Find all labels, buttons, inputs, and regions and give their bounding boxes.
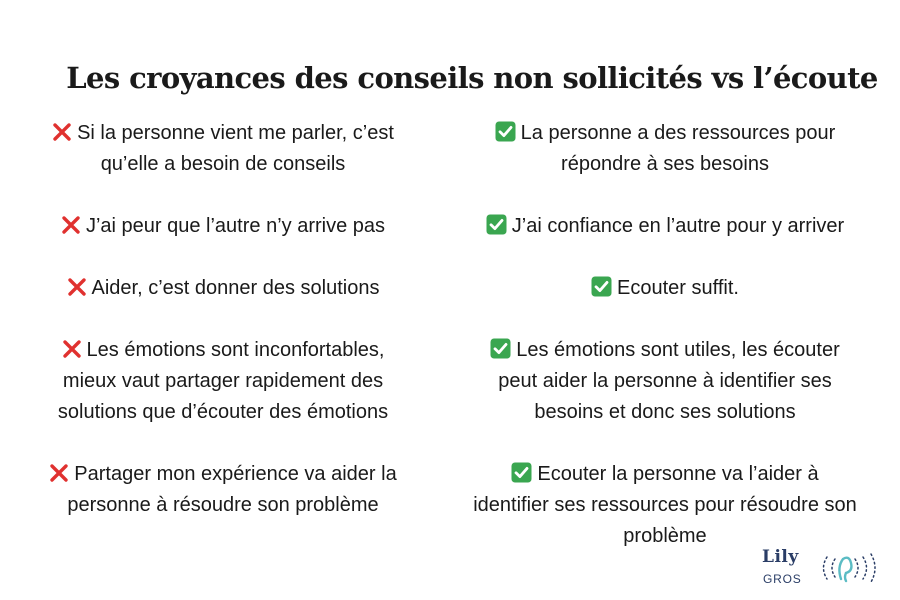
brand-logo	[759, 547, 879, 591]
item-line: La personne a des ressources pour	[520, 122, 836, 144]
item-line: mieux vaut partager rapidement des	[62, 370, 384, 392]
item-line: Ecouter la personne va l’aider à	[537, 463, 819, 485]
belief-item	[12, 335, 434, 428]
check-icon	[486, 214, 507, 235]
check-icon	[511, 462, 532, 483]
listening-item	[450, 459, 880, 552]
cross-icon	[52, 122, 72, 142]
item-line: Si la personne vient me parler, c’est	[77, 122, 394, 144]
item-line: Les émotions sont utiles, les écouter	[516, 339, 840, 361]
item-line: personne à résoudre son problème	[67, 494, 379, 516]
cross-icon	[49, 463, 69, 483]
item-line: besoins et donc ses solutions	[534, 401, 796, 423]
page-title: Les croyances des conseils non sollicités vs l’écoute	[66, 61, 878, 95]
brand-last-name: GROS	[763, 572, 802, 586]
listening-item	[450, 118, 880, 180]
belief-item	[12, 118, 434, 180]
item-line: identifier ses ressources pour résoudre son	[473, 494, 857, 516]
item-line: peut aider la personne à identifier ses	[498, 370, 832, 392]
check-icon	[495, 121, 516, 142]
cross-icon	[61, 215, 81, 235]
belief-item	[12, 459, 434, 521]
check-icon	[490, 338, 511, 359]
item-line: Ecouter suffit.	[617, 277, 739, 299]
listening-item	[450, 335, 880, 428]
item-line: problème	[623, 525, 707, 547]
belief-item	[12, 273, 434, 304]
brand-first-name: Lily	[762, 547, 799, 567]
cross-icon	[62, 339, 82, 359]
listening-item	[450, 273, 880, 304]
item-line: Partager mon expérience va aider la	[74, 463, 397, 485]
item-line: qu’elle a besoin de conseils	[100, 153, 346, 175]
item-line: solutions que d’écouter des émotions	[57, 401, 389, 423]
listening-item	[450, 211, 880, 242]
item-line: J’ai confiance en l’autre pour y arriver	[511, 215, 845, 237]
belief-item	[12, 211, 434, 242]
cross-icon	[67, 277, 87, 297]
item-line: Les émotions sont inconfortables,	[86, 339, 385, 361]
item-line: J’ai peur que l’autre n’y arrive pas	[85, 215, 386, 237]
item-line: répondre à ses besoins	[561, 153, 769, 175]
brand-sound-wave-icon	[813, 549, 877, 587]
check-icon	[591, 276, 612, 297]
item-line: Aider, c’est donner des solutions	[91, 277, 380, 299]
